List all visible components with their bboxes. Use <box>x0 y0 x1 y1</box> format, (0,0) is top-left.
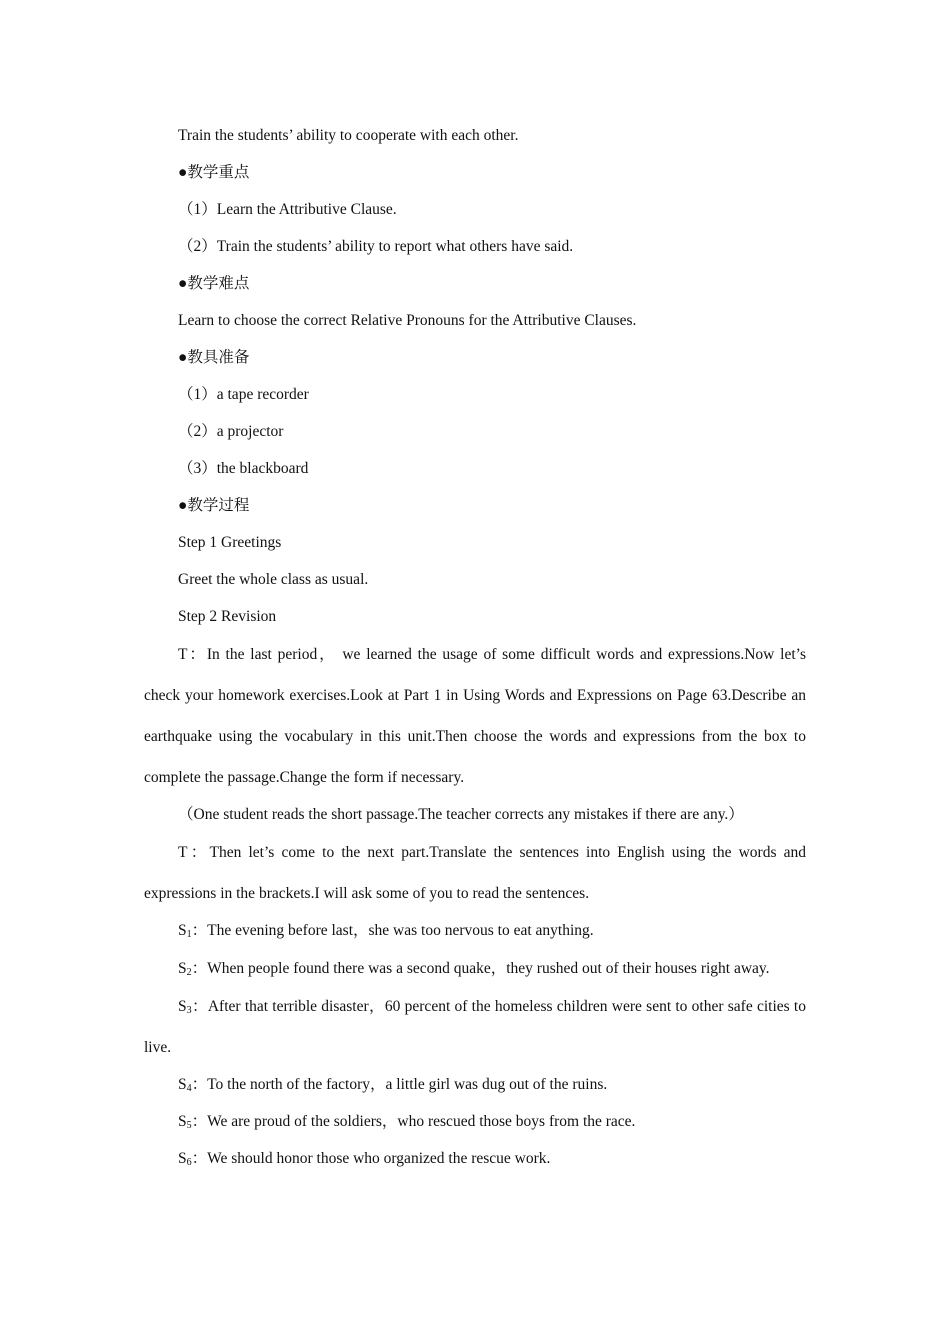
student-sentence <box>144 986 806 1068</box>
student-sentence <box>144 948 806 989</box>
process-heading: ●教学过程 <box>178 497 250 514</box>
student-label: S <box>178 1076 187 1093</box>
teaching-aid-item: （3）the blackboard <box>178 460 309 477</box>
student-sentence <box>144 1147 806 1184</box>
teaching-aid-item: （2）a projector <box>178 423 284 440</box>
student-label: S <box>178 1150 187 1167</box>
difficult-points-text: Learn to choose the correct Relative Pronouns for the Attributive Clauses. <box>178 312 637 329</box>
student-label: S <box>178 922 187 939</box>
student-text: ：We are proud of the soldiers，who rescued those boys from the race. <box>191 1113 636 1130</box>
student-number: 1 <box>186 929 192 940</box>
step2-title: Step 2 Revision <box>178 608 277 625</box>
student-text: ：To the north of the factory，a little girl was dug out of the ruins. <box>191 1076 608 1093</box>
difficult-points-heading: ●教学难点 <box>178 275 250 292</box>
teacher-paragraph: T：Then let’s come to the next part.Translate the sentences into English using the words and expressions in the brackets.I will ask some of you to read the sentences. <box>144 844 806 902</box>
key-points-heading: ●教学重点 <box>178 164 250 181</box>
student-sentence <box>144 1073 806 1110</box>
student-label: S <box>178 998 187 1015</box>
key-point-item: （2）Train the students’ ability to report what others have said. <box>178 238 574 255</box>
student-text: ：When people found there was a second quake，they rushed out of their houses right away. <box>191 960 770 977</box>
teaching-aid-item: （1）a tape recorder <box>178 386 309 403</box>
step1-text: Greet the whole class as usual. <box>178 571 369 588</box>
student-number: 6 <box>186 1157 192 1168</box>
student-label: S <box>178 1113 187 1130</box>
student-sentence <box>144 1110 806 1147</box>
document-body <box>144 124 806 1184</box>
student-text: ：After that terrible disaster，60 percent of the homeless children were sent to other safe cities to live. <box>144 998 806 1056</box>
key-point-item: （1）Learn the Attributive Clause. <box>178 201 397 218</box>
student-number: 3 <box>186 1005 192 1016</box>
student-number: 2 <box>186 967 192 978</box>
student-number: 4 <box>186 1083 192 1094</box>
student-label: S <box>178 960 187 977</box>
step1-title: Step 1 Greetings <box>178 534 282 551</box>
student-text: ：We should honor those who organized the rescue work. <box>191 1150 551 1167</box>
teaching-aids-heading: ●教具准备 <box>178 349 250 366</box>
teacher-paragraph: T：In the last period， we learned the usage of some difficult words and expressions.Now let’s check your homework exercises.Look at Part 1 in Using Words and Expressions on Page 63.Describe an earthquake using the vocabulary in this unit.Then choose the words and expressions from the box to complete the passage.Change the form if necessary. <box>144 646 806 786</box>
intro-line: Train the students’ ability to cooperate with each other. <box>178 127 519 144</box>
student-note: （One student reads the short passage.The teacher corrects any mistakes if there are any.） <box>178 806 744 823</box>
student-number: 5 <box>186 1120 192 1131</box>
student-text: ：The evening before last，she was too nervous to eat anything. <box>191 922 594 939</box>
